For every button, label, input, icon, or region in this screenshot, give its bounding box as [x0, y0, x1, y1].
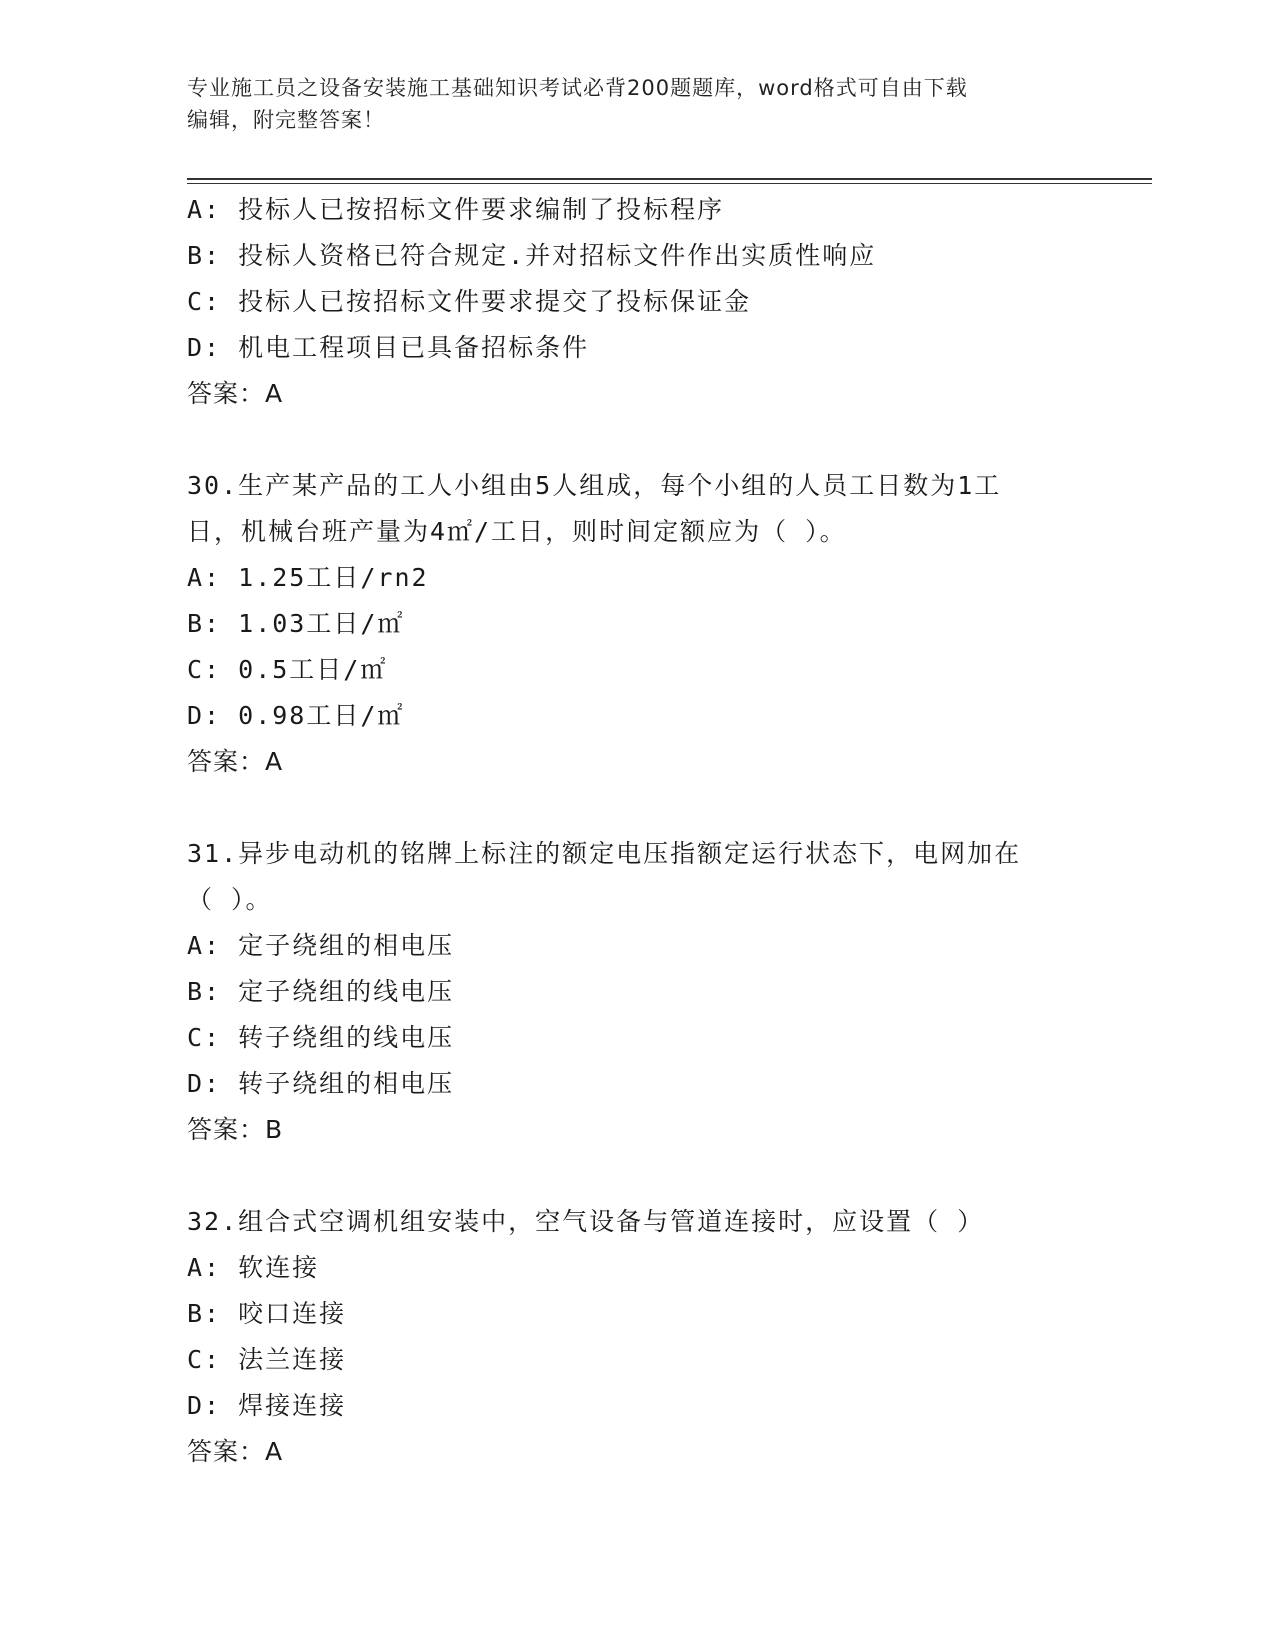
option-d: D: 焊接连接 [187, 1391, 347, 1420]
option-b: B: 咬口连接 [187, 1299, 347, 1328]
answer-line: 答案：A [187, 379, 284, 408]
header-title-line-2: 编辑，附完整答案！ [187, 108, 385, 132]
option-d: D: 转子绕组的相电压 [187, 1069, 455, 1098]
spacer [187, 417, 1087, 463]
question-stem-line-2: 日，机械台班产量为4㎡/工日，则时间定额应为（ ）。 [187, 517, 847, 546]
question-list [187, 187, 1087, 1475]
option-c: C: 投标人已按招标文件要求提交了投标保证金 [187, 287, 752, 316]
option-a: A: 投标人已按招标文件要求编制了投标程序 [187, 195, 725, 224]
answer-line: 答案：A [187, 747, 284, 776]
header-divider-thin [187, 183, 1152, 184]
option-b: B: 定子绕组的线电压 [187, 977, 455, 1006]
option-d: D: 0.98工日/㎡ [187, 701, 405, 730]
option-c: C: 法兰连接 [187, 1345, 347, 1374]
question-block-30 [187, 463, 1087, 785]
question-block-31 [187, 831, 1087, 1153]
header-title-line-1: 专业施工员之设备安装施工基础知识考试必背200题题库，word格式可自由下载 [187, 76, 968, 100]
answer-line: 答案：A [187, 1437, 284, 1466]
spacer [187, 1153, 1087, 1199]
option-c: C: 0.5工日/㎡ [187, 655, 388, 684]
option-c: C: 转子绕组的线电压 [187, 1023, 455, 1052]
question-stem-line-1: 31.异步电动机的铭牌上标注的额定电压指额定运行状态下，电网加在 [187, 839, 1022, 868]
question-block-prev [187, 187, 1087, 417]
spacer [187, 785, 1087, 831]
option-b: B: 1.03工日/㎡ [187, 609, 405, 638]
question-stem-line-1: 32.组合式空调机组安装中，空气设备与管道连接时，应设置（ ） [187, 1207, 985, 1236]
option-b: B: 投标人资格已符合规定.并对招标文件作出实质性响应 [187, 241, 877, 270]
option-a: A: 定子绕组的相电压 [187, 931, 455, 960]
question-stem-line-2: （ ）。 [187, 885, 273, 914]
answer-line: 答案：B [187, 1115, 284, 1144]
option-a: A: 1.25工日/rn2 [187, 563, 429, 592]
question-stem-line-1: 30.生产某产品的工人小组由5人组成，每个小组的人员工日数为1工 [187, 471, 1002, 500]
document-header [187, 72, 1087, 136]
question-block-32 [187, 1199, 1087, 1475]
option-d: D: 机电工程项目已具备招标条件 [187, 333, 590, 362]
option-a: A: 软连接 [187, 1253, 320, 1282]
header-divider-thick [187, 178, 1152, 180]
